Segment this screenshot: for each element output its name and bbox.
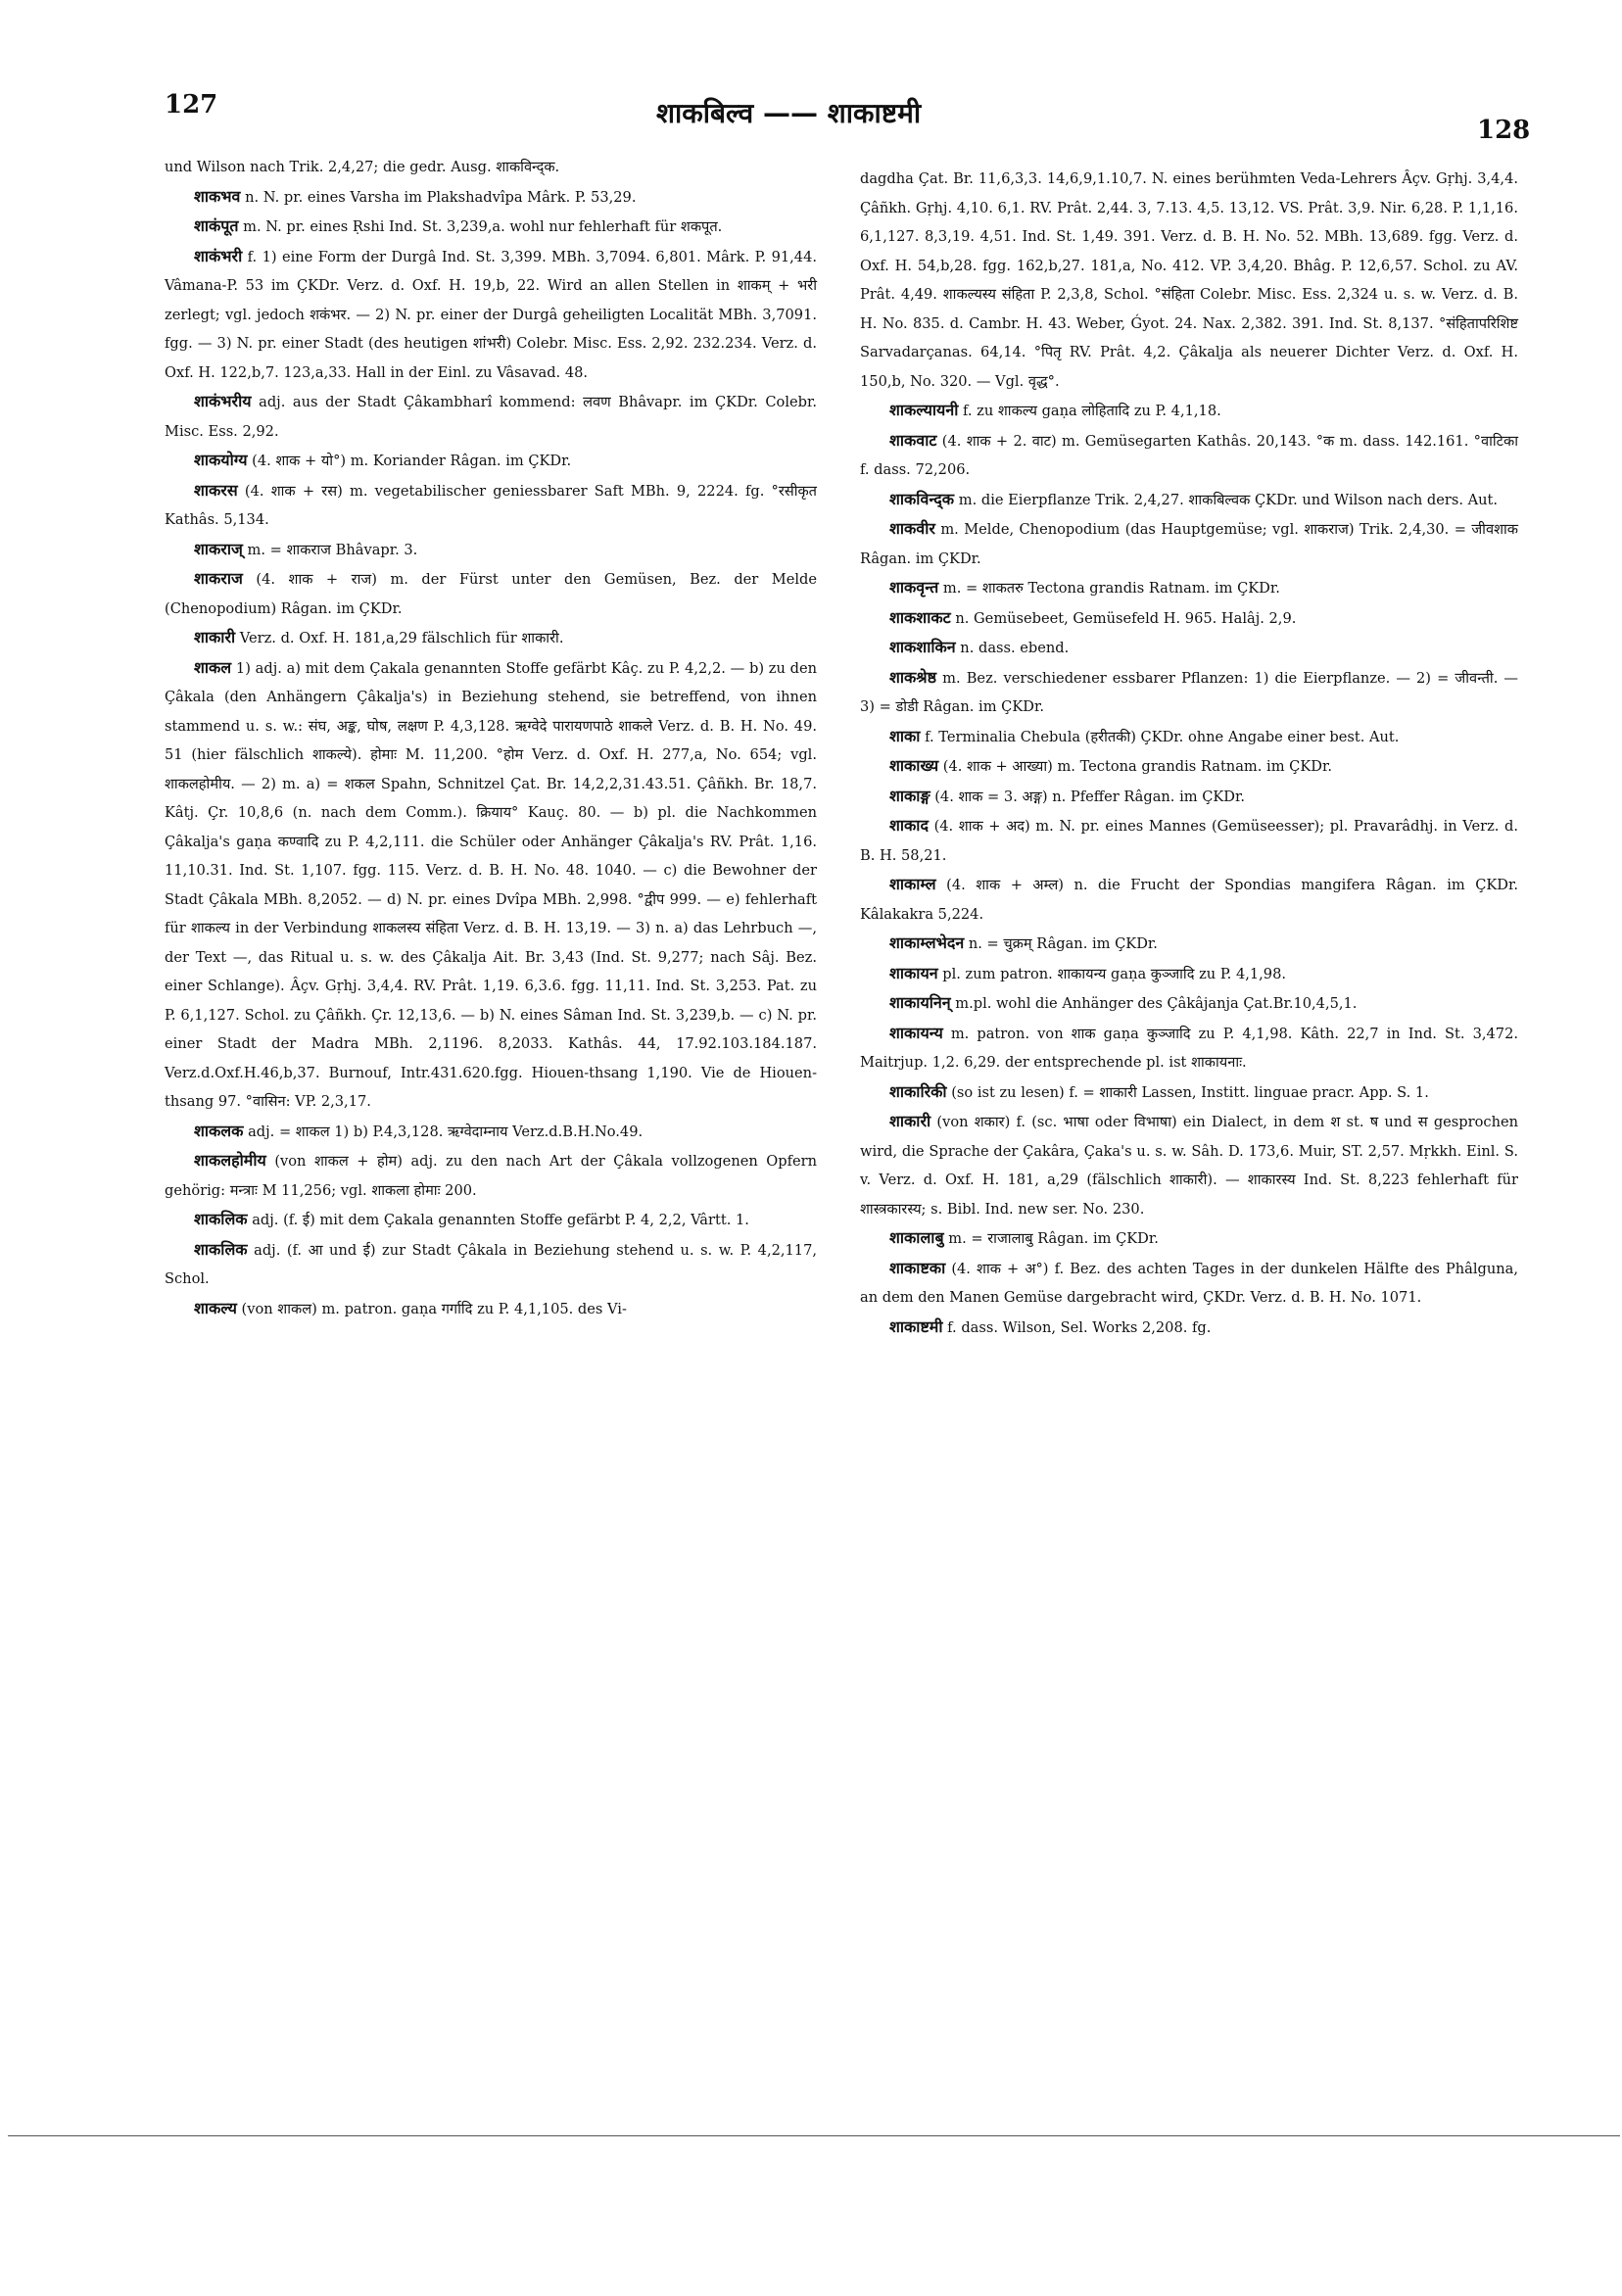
entry-headword: शाकालाबु bbox=[889, 1228, 944, 1247]
dictionary-entry bbox=[860, 870, 1518, 929]
dictionary-entry bbox=[165, 535, 817, 565]
entry-headword: शाकल bbox=[194, 657, 232, 677]
entry-text: (4. शाक = 3. अङ्ग) n. Pfeffer Râgan. im ÇKDr. bbox=[934, 788, 1246, 805]
entry-text: f. zu शाकल्य gaṇa लोहितादि zu P. 4,1,18. bbox=[963, 403, 1221, 419]
entry-text: (4. शाक + 2. वाट) m. Gemüsegarten Kathâs. 20,143. °क m. dass. 142.161. °वाटिका f. dass. 72,206. bbox=[860, 432, 1518, 478]
right-column bbox=[860, 165, 1518, 1342]
entry-text: m.pl. wohl die Anhänger des Çâkâjanja Çat.Br.10,4,5,1. bbox=[955, 995, 1358, 1012]
entry-text: m. patron. von शाक gaṇa कुञ्जादि zu P. 4,1,98. Kâth. 22,7 in Ind. St. 3,472. Maitrjup. 1,2. 6,29. der entsprechende pl. ist शाकायनाः. bbox=[860, 1025, 1518, 1071]
dictionary-entry bbox=[860, 514, 1518, 573]
entry-text: 1) adj. a) mit dem Çakala genannten Stoffe gefärbt Kâç. zu P. 4,2,2. — b) zu den Çâkala (den Anhängern Çâkalja's) in Beziehung stehend, sie betreffend, von ihnen stammend u. s. w.: संघ, अङ्क, घोष, लक्षण P. 4,3,128. ऋग्वेदे पारायणपाठे शाकले Verz. d. B. H. No. 49. 51 (hier fälschlich शाकल्ये). होमाः M. 11,200. °होम Verz. d. Oxf. H. 277,a, No. 654; vgl. शाकलहोमीय. — 2) m. a) = शकल Spahn, Schnitzel Çat. Br. 14,2,2,31.43.51. Çâñkh. Br. 18,7. Kâtj. Çr. 10,8,6 (n. nach dem Comm.). क्रियाय° Kauç. 80. — b) pl. die Nachkommen Çâkalja's gaṇa कण्वादि zu P. 4,2,111. die Schüler oder Anhänger Çâkalja's RV. Prât. 1,16. 11,10.31. Ind. St. 1,107. fgg. 115. Verz. d. B. H. No. 48. 1040. — c) die Bewohner der Stadt Çâkala MBh. 8,2052. — d) N. pr. eines Dvîpa MBh. 2,998. °द्वीप 999. — e) fehlerhaft für शाकल्य in der Verbindung शाकलस्य संहिता Verz. d. B. H. 13,19. — 3) n. a) das Lehrbuch —, der Text —, das Ritual u. s. w. des Çâkalja Ait. Br. 3,43 (Ind. St. 9,277; nach Sâj. Bez. einer Schlange). Âçv. Gṛhj. 3,4,4. RV. Prât. 1,19. 6,3.6. fgg. 11,11. Ind. St. 3,253. Pat. zu P. 6,1,127. Schol. zu Çâñkh. Çr. 12,13,6. — b) N. eines Sâman Ind. St. 3,239,b. — c) N. pr. einer Stadt der Madra MBh. 2,1196. 8,2033. Kathâs. 44, 17.92.103.184.187. Verz.d.Oxf.H.46,b,37. Burnouf, Intr.431.620.fgg. Hiouen-thsang 1,190. Vie de Hiouen-thsang 97. °वासिन: VP. 2,3,17. bbox=[165, 659, 817, 1110]
entry-headword: शाकविन्द्क bbox=[889, 489, 955, 508]
entry-headword: शाकायन bbox=[889, 963, 938, 982]
entry-text: m. Bez. verschiedener essbarer Pflanzen: 1) die Eierpflanze. — 2) = जीवन्ती. — 3) = डोडी Râgan. im ÇKDr. bbox=[860, 669, 1518, 715]
entry-text: adj. = शाकल 1) b) P.4,3,128. ऋग्वेदाम्नाय Verz.d.B.H.No.49. bbox=[248, 1123, 644, 1140]
entry-headword: शाकलहोमीय bbox=[194, 1151, 266, 1170]
dictionary-entry bbox=[165, 653, 817, 1117]
entry-headword: शाकयोग्य bbox=[194, 451, 248, 469]
dictionary-entry bbox=[165, 476, 817, 535]
entry-headword: शाकाद bbox=[889, 816, 929, 835]
dictionary-entry bbox=[860, 782, 1518, 812]
bottom-rule bbox=[8, 2135, 1620, 2136]
dictionary-entry bbox=[165, 446, 817, 476]
entry-headword: शाकवृन्त bbox=[889, 578, 939, 597]
dictionary-entry bbox=[860, 1223, 1518, 1254]
entry-text: dagdha Çat. Br. 11,6,3,3. 14,6,9,1.10,7. N. eines berühmten Veda-Lehrers Âçv. Gṛhj. 3,4,4. Çâñkh. Gṛhj. 4,10. 6,1. RV. Prât. 2,44. 3, 7.13. 4,5. 13,12. VS. Prât. 3,9. Nir. 6,28. P. 1,1,16. 6,1,127. 8,3,19. 4,51. Ind. St. 1,49. 391. Verz. d. B. H. No. 52. MBh. 13,689. fgg. Verz. d. Oxf. H. 54,b,28. fgg. 162,b,27. 181,a, No. 412. VP. 3,4,20. Bhâg. P. 12,6,57. Schol. zu AV. Prât. 4,49. शाकल्यस्य संहिता P. 2,3,8, Schol. °संहिता Colebr. Misc. Ess. 2,324 u. s. w. Verz. d. B. H. No. 835. d. Cambr. H. 43. Weber, Ǵyot. 24. Nax. 2,382. 391. Ind. St. 8,137. °संहितापरिशिष्ट Sarvadarçanas. 64,14. °पितृ RV. Prât. 4,2. Çâkalja als neuerer Dichter Verz. d. Oxf. H. 150,b, No. 320. — Vgl. वृद्ध°. bbox=[860, 170, 1518, 390]
entry-text: f. Terminalia Chebula (हरीतकी) ÇKDr. ohne Angabe einer best. Aut. bbox=[925, 728, 1400, 745]
entry-headword: शाकशाकट bbox=[889, 607, 951, 627]
entry-headword: शाकारी bbox=[889, 1112, 931, 1130]
dictionary-entry bbox=[165, 153, 817, 182]
left-column bbox=[165, 153, 817, 1323]
entry-headword: शाकाम्ल bbox=[889, 875, 936, 893]
entry-headword: शाकवाट bbox=[889, 430, 937, 450]
dictionary-entry bbox=[860, 426, 1518, 485]
entry-text: (4. शाक + रस) m. vegetabilischer geniessbarer Saft MBh. 9, 2224. fg. °रसीकृत Kathâs. 5,134. bbox=[165, 482, 817, 528]
entry-text: (4. शाक + अम्ल) n. die Frucht der Spondias mangifera Râgan. im ÇKDr. Kâlakakra 5,224. bbox=[860, 877, 1519, 923]
dictionary-entry bbox=[860, 1254, 1518, 1313]
entry-text: (so ist zu lesen) f. = शाकारी Lassen, Institt. linguae pracr. App. S. 1. bbox=[951, 1083, 1429, 1101]
entry-text: f. dass. Wilson, Sel. Works 2,208. fg. bbox=[947, 1318, 1212, 1336]
entry-text: f. 1) eine Form der Durgâ Ind. St. 3,399. MBh. 3,7094. 6,801. Mârk. P. 91,44. Vâmana-P. 53 im ÇKDr. Verz. d. Oxf. H. 19,b, 22. Wird an allen Stellen in शाकम् + भरी zerlegt; vgl. jedoch शकंभर. — 2) N. pr. einer der Durgâ geheiligten Localität MBh. 3,7091. fgg. — 3) N. pr. einer Stadt (des heutigen शांभरी) Colebr. Misc. Ess. 2,92. 232.234. Verz. d. Oxf. H. 122,b,7. 123,a,33. Hall in der Einl. zu Vâsavad. 48. bbox=[165, 248, 817, 381]
entry-text: m. N. pr. eines Ṛshi Ind. St. 3,239,a. wohl nur fehlerhaft für शकपूत. bbox=[243, 218, 723, 235]
entry-text: und Wilson nach Trik. 2,4,27; die gedr. Ausg. शाकविन्द्क. bbox=[165, 159, 560, 175]
entry-text: n. N. pr. eines Varsha im Plakshadvîpa Mârk. P. 53,29. bbox=[245, 188, 637, 206]
entry-headword: शाकायनिन् bbox=[889, 993, 951, 1012]
entry-headword: शाकल्य bbox=[194, 1298, 237, 1317]
entry-text: m. = शाकतरु Tectona grandis Ratnam. im ÇKDr. bbox=[942, 580, 1280, 597]
entry-text: (4. शाक + राज) m. der Fürst unter den Gemüsen, Bez. der Melde (Chenopodium) Râgan. im ÇKDr. bbox=[165, 571, 818, 617]
dictionary-entry bbox=[860, 485, 1518, 515]
entry-headword: शाकाम्लभेदन bbox=[889, 933, 965, 952]
entry-headword: शाकशाकिन bbox=[889, 638, 956, 656]
entry-headword: शाकलिक bbox=[194, 1210, 248, 1228]
entry-text: m. die Eierpflanze Trik. 2,4,27. शाकबिल्वक ÇKDr. und Wilson nach ders. Aut. bbox=[958, 491, 1499, 508]
entry-text: m. Melde, Chenopodium (das Hauptgemüse; vgl. शाकराज) Trik. 2,4,30. = जीवशाक Râgan. im ÇKDr. bbox=[860, 521, 1518, 567]
entry-headword: शाकायन्य bbox=[889, 1023, 943, 1042]
entry-text: (4. शाक + यो°) m. Koriander Râgan. im ÇKDr. bbox=[252, 453, 572, 469]
entry-text: (von शाकल) m. patron. gaṇa गर्गादि zu P. 4,1,105. des Vi- bbox=[241, 1300, 627, 1317]
entry-headword: शाकलिक bbox=[194, 1239, 248, 1259]
entry-headword: शाकंभरी bbox=[194, 246, 243, 265]
entry-headword: शाकल्यायनी bbox=[889, 401, 959, 419]
dictionary-entry bbox=[165, 1205, 817, 1235]
dictionary-entry bbox=[165, 182, 817, 213]
entry-text: Verz. d. Oxf. H. 181,a,29 fälschlich für शाकारी. bbox=[239, 630, 564, 646]
dictionary-entry bbox=[860, 1077, 1518, 1108]
running-title: शाकबिल्व —— शाकाष्टमी bbox=[656, 97, 922, 129]
entry-text: adj. (f. आ und ई) zur Stadt Çâkala in Beziehung stehend u. s. w. P. 4,2,117, Schol. bbox=[165, 1241, 818, 1287]
dictionary-entry bbox=[165, 387, 817, 446]
dictionary-entry bbox=[165, 1235, 817, 1294]
dictionary-entry bbox=[860, 811, 1518, 870]
entry-text: n. dass. ebend. bbox=[960, 640, 1070, 656]
entry-headword: शाकाष्टमी bbox=[889, 1316, 943, 1336]
dictionary-entry bbox=[165, 1294, 817, 1324]
dictionary-entry bbox=[860, 633, 1518, 663]
entry-text: n. Gemüsebeet, Gemüsefeld H. 965. Halâj. 2,9. bbox=[955, 609, 1297, 627]
entry-text: pl. zum patron. शाकायन्य gaṇa कुञ्जादि zu P. 4,1,98. bbox=[942, 965, 1287, 982]
dictionary-entry bbox=[860, 1313, 1518, 1343]
dictionary-entry bbox=[860, 396, 1518, 426]
entry-text: adj. (f. ई) mit dem Çakala genannten Stoffe gefärbt P. 4, 2,2, Vârtt. 1. bbox=[252, 1212, 749, 1228]
dictionary-entry bbox=[860, 959, 1518, 989]
entry-headword: शाकाष्टका bbox=[889, 1258, 946, 1277]
dictionary-entry bbox=[860, 603, 1518, 634]
dictionary-entry bbox=[165, 1117, 817, 1147]
entry-headword: शाकभव bbox=[194, 186, 241, 206]
dictionary-entry bbox=[860, 165, 1518, 396]
entry-text: n. = चुक्रम् Râgan. im ÇKDr. bbox=[968, 935, 1158, 952]
entry-text: (4. शाक + अ°) f. Bez. des achten Tages in der dunkelen Hälfte des Phâlguna, an dem den Manen Gemüse dargebracht wird, ÇKDr. Verz. d. B. H. No. 1071. bbox=[860, 1260, 1518, 1306]
entry-headword: शाकाङ्ग bbox=[889, 786, 930, 805]
entry-text: (4. शाक + आख्या) m. Tectona grandis Ratnam. im ÇKDr. bbox=[942, 758, 1332, 775]
dictionary-entry bbox=[165, 623, 817, 653]
dictionary-entry bbox=[860, 988, 1518, 1019]
entry-text: (von शाकल + होम) adj. zu den nach Art der Çâkala vollzogenen Opfern gehörig: मन्त्राः M 11,256; vgl. शाकला होमाः 200. bbox=[165, 1153, 817, 1199]
entry-headword: शाकराज् bbox=[194, 539, 243, 558]
entry-text: adj. aus der Stadt Çâkambharî kommend: लवण Bhâvapr. im ÇKDr. Colebr. Misc. Ess. 2,92. bbox=[165, 394, 817, 440]
entry-headword: शाकारिकी bbox=[889, 1081, 947, 1101]
dictionary-entry bbox=[860, 722, 1518, 752]
entry-headword: शाकाख्य bbox=[889, 756, 939, 775]
entry-headword: शाका bbox=[889, 726, 921, 745]
page-number-left: 127 bbox=[165, 90, 218, 120]
dictionary-entry bbox=[860, 573, 1518, 603]
entry-headword: शाकराज bbox=[194, 569, 243, 588]
entry-headword: शाकश्रेष्ठ bbox=[889, 667, 937, 687]
entry-text: m. = राजालाबु Râgan. im ÇKDr. bbox=[948, 1230, 1159, 1247]
entry-headword: शाकलक bbox=[194, 1121, 244, 1140]
dictionary-entry bbox=[165, 212, 817, 242]
entry-headword: शाकंपूत bbox=[194, 216, 239, 235]
entry-headword: शाकारी bbox=[194, 628, 236, 646]
entry-headword: शाकवीर bbox=[889, 519, 935, 538]
dictionary-entry bbox=[860, 751, 1518, 782]
entry-text: (von शकार) f. (sc. भाषा oder विभाषा) ein Dialect, in dem श st. ष und स gesprochen wird, die Sprache der Çakâra, Çaka's u. s. w. Sâh. D. 173,6. Muir, ST. 2,57. Mṛkkh. Einl. S. v. Verz. d. Oxf. H. 181, a,29 (fälschlich शाकारी). — शाकारस्य Ind. St. 8,223 fehlerhaft für शास्त्रकारस्य; s. Bibl. Ind. new ser. No. 230. bbox=[860, 1114, 1518, 1218]
entry-headword: शाकरस bbox=[194, 480, 238, 500]
dictionary-entry bbox=[860, 929, 1518, 959]
dictionary-entry bbox=[165, 1146, 817, 1205]
entry-text: m. = शाकराज Bhâvapr. 3. bbox=[247, 541, 418, 558]
dictionary-entry bbox=[165, 564, 817, 623]
entry-headword: शाकंभरीय bbox=[194, 392, 252, 410]
entry-text: (4. शाक + अद) m. N. pr. eines Mannes (Gemüseesser); pl. Pravarâdhj. in Verz. d. B. H. 58,21. bbox=[860, 818, 1519, 864]
dictionary-entry bbox=[860, 663, 1518, 722]
page-number-right: 128 bbox=[1477, 116, 1531, 145]
dictionary-entry bbox=[165, 242, 817, 388]
dictionary-entry bbox=[860, 1019, 1518, 1077]
dictionary-entry bbox=[860, 1107, 1518, 1223]
